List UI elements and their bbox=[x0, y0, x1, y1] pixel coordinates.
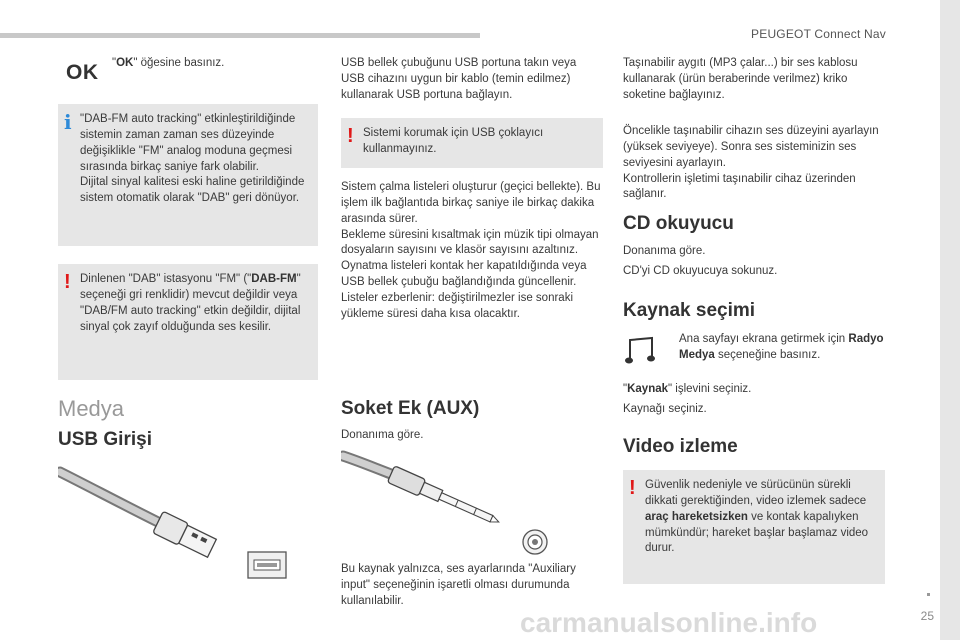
ok-icon: OK bbox=[66, 61, 99, 84]
aux-usage-text: Bu kaynak yalnızca, ses ayarlarında "Auxiliary input" seçeneğinin işaretli olması durumunda kullanılabilir. bbox=[341, 563, 576, 607]
warning-note-text: Güvenlik nedeniyle ve sürücünün sürekli dikkati gerektiğinden, video izlemek sadece araç hareketsizken ve kontak kapalıyken mümkündür; hareket başlar başlamaz video durur. bbox=[645, 479, 869, 555]
section-title: Medya bbox=[58, 396, 125, 421]
source-select-text: "Kaynak" işlevini seçiniz. bbox=[623, 383, 752, 395]
page-edge-band bbox=[940, 0, 960, 640]
page-number: 25 bbox=[920, 609, 934, 623]
usb-plug-illustration bbox=[58, 466, 290, 584]
aux-equipment-note: Donanıma göre. bbox=[341, 429, 424, 441]
cd-heading: CD okuyucu bbox=[623, 213, 734, 234]
warning-icon: ! bbox=[64, 271, 71, 293]
info-icon: i bbox=[64, 110, 72, 134]
ok-instruction: "OK" öğesine basınız. bbox=[112, 57, 225, 69]
warning-note-text: Sistemi korumak için USB çoklayıcı kullanmayınız. bbox=[363, 127, 544, 155]
video-heading: Video izleme bbox=[623, 436, 738, 457]
source-home-text: Ana sayfayı ekrana getirmek için Radyo Medya seçeneğine basınız. bbox=[679, 333, 884, 361]
cd-insert-text: CD'yi CD okuyucuya sokunuz. bbox=[623, 265, 778, 277]
warning-note-dab bbox=[58, 264, 318, 380]
warning-note-video bbox=[623, 470, 885, 584]
info-note-dab bbox=[58, 104, 318, 246]
aux-jack-illustration bbox=[341, 450, 553, 558]
portable-volume-text: Öncelikle taşınabilir cihazın ses düzeyini ayarlayın (yüksek seviyeye). Sonra ses sisteminizin ses seviyesini ayarlayın. Kontrollerin işletimi taşınabilir cihaz üzerinden sağlanır. bbox=[623, 125, 879, 201]
warning-note-text: Dinlenen "DAB" istasyonu "FM" ("DAB-FM" seçeneği gri renklidir) mevcut değildir veya "DAB/FM auto tracking" etkin değildir, dijital sinyal çok zayıf olduğunda ses kesilir. bbox=[80, 273, 301, 333]
source-heading: Kaynak seçimi bbox=[623, 300, 756, 321]
cd-equipment-note: Donanıma göre. bbox=[623, 245, 706, 257]
watermark: carmanualsonline.info bbox=[520, 607, 818, 638]
header-title: PEUGEOT Connect Nav bbox=[751, 27, 886, 41]
info-note-text: "DAB-FM auto tracking" etkinleştirildiğinde sistemin zaman zaman ses düzeyinde değişiklikle "FM" analog moduna geçmesi sırasında birkaç saniye fark olabilir. Dijital sinyal kalitesi eski haline getirildiğinde sistem otomatik olarak "DAB" geri dönüyor. bbox=[80, 113, 305, 205]
aux-heading: Soket Ek (AUX) bbox=[341, 398, 480, 419]
warning-icon: ! bbox=[347, 125, 354, 147]
page-marker bbox=[927, 593, 930, 596]
usb-connect-text: USB bellek çubuğunu USB portuna takın veya USB cihazını uygun bir kablo (temin edilmez) kullanarak USB portuna bağlayın. bbox=[341, 57, 577, 101]
warning-note-usb bbox=[341, 118, 603, 168]
music-note-icon bbox=[624, 336, 658, 366]
usb-heading: USB Girişi bbox=[58, 429, 152, 450]
header-rule bbox=[0, 33, 480, 38]
playlist-text: Sistem çalma listeleri oluşturur (geçici bellekte). Bu işlem ilk bağlantıda birkaç saniye ile birkaç dakika arasında sürer. Bekleme süresini kısaltmak için müzik tipi olmayan dosyaların sayısını ve klasör sayısını azaltınız. Oynatma listeleri kontak her kapatıldığında veya USB bellek çubuğu bağlandığında güncellenir. Listeler ezberlenir: değiştirilmezler ise sonraki yükleme süresi daha kısa olacaktır. bbox=[341, 181, 601, 320]
source-choose-text: Kaynağı seçiniz. bbox=[623, 403, 707, 415]
warning-icon: ! bbox=[629, 477, 636, 499]
portable-connect-text: Taşınabilir aygıtı (MP3 çalar...) bir ses kablosu kullanarak (ürün beraberinde verilmez) kriko soketine bağlayınız. bbox=[623, 57, 858, 101]
